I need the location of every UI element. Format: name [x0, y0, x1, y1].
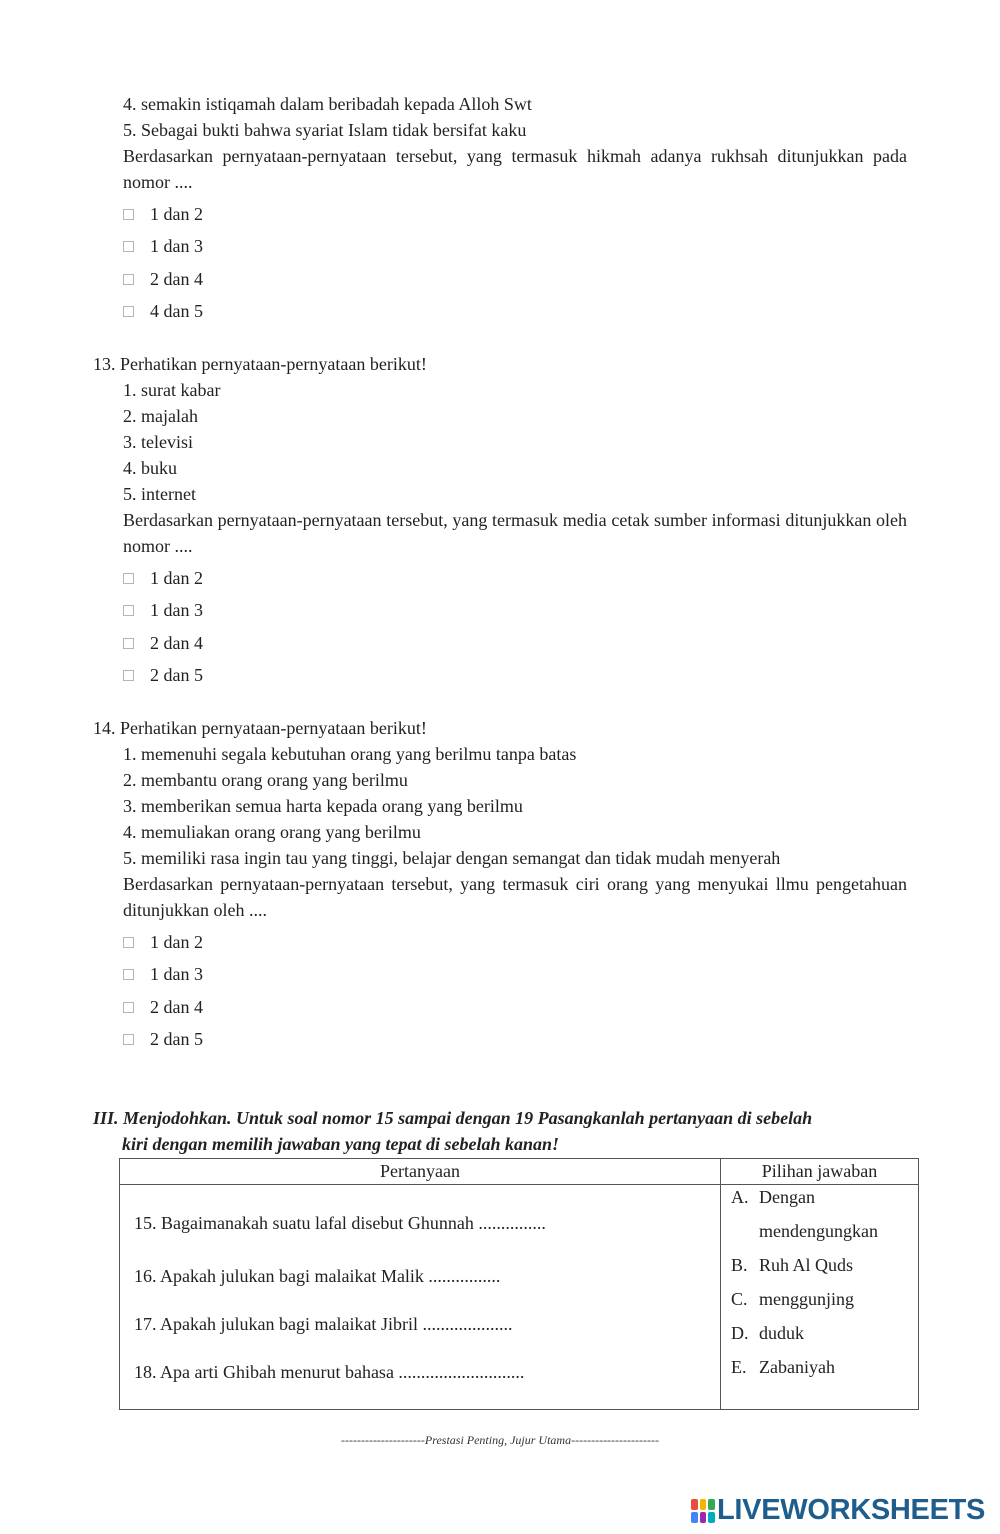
q14-statement-1: 1. memenuhi segala kebutuhan orang yang berilmu tanpa batas [123, 744, 577, 764]
answer-letter: C. [731, 1289, 748, 1309]
option-label: 2 dan 4 [150, 997, 203, 1017]
questions-cell [120, 1185, 721, 1410]
q14-statement-4: 4. memuliakan orang orang yang berilmu [123, 822, 421, 842]
q14-prompt: Berdasarkan pernyataan-pernyataan tersebut, yang termasuk ciri orang yang menyukai llmu pengetahuan ditunjukkan oleh .... [123, 874, 907, 920]
checkbox-icon[interactable] [123, 573, 134, 584]
section-iii-heading [93, 1105, 907, 1157]
section-number: III. [93, 1108, 119, 1128]
checkbox-icon[interactable] [123, 670, 134, 681]
q13-statement-3: 3. televisi [123, 432, 193, 452]
answer-a-continued[interactable] [731, 1219, 878, 1243]
match-question-15: 15. Bagaimanakah suatu lafal disebut Ghunnah ............... [134, 1213, 546, 1233]
answer-text: Dengan [759, 1187, 815, 1207]
checkbox-icon[interactable] [123, 937, 134, 948]
option-label: 1 dan 3 [150, 236, 203, 256]
checkbox-icon[interactable] [123, 274, 134, 285]
q13-option-3[interactable] [123, 631, 203, 655]
answer-e[interactable] [731, 1355, 835, 1379]
section-instruction-line-2: kiri dengan memilih jawaban yang tepat di sebelah kanan! [122, 1134, 560, 1154]
q12-prompt: Berdasarkan pernyataan-pernyataan tersebut, yang termasuk hikmah adanya rukhsah ditunjukkan pada nomor .... [123, 146, 907, 192]
q13-prompt: Berdasarkan pernyataan-pernyataan tersebut, yang termasuk media cetak sumber informasi ditunjukkan oleh nomor .... [123, 510, 907, 556]
section-instruction-line-1: Menjodohkan. Untuk soal nomor 15 sampai dengan 19 Pasangkanlah pertanyaan di sebelah [123, 1108, 813, 1128]
q12-statement-4: 4. semakin istiqamah dalam beribadah kepada Alloh Swt [123, 94, 532, 114]
option-label: 1 dan 3 [150, 600, 203, 620]
answer-letter: E. [731, 1357, 747, 1377]
q14-option-1[interactable] [123, 930, 203, 954]
checkbox-icon[interactable] [123, 209, 134, 220]
footer-motto: ---------------------Prestasi Penting, Jujur Utama---------------------- [340, 1433, 660, 1447]
answer-c[interactable] [731, 1287, 854, 1311]
q13-statement-5: 5. internet [123, 484, 196, 504]
q14-statement-2: 2. membantu orang orang yang berilmu [123, 770, 408, 790]
answer-b[interactable] [731, 1253, 853, 1277]
q14-heading: 14. Perhatikan pernyataan-pernyataan berikut! [93, 718, 427, 738]
answer-letter: B. [731, 1255, 748, 1275]
option-label: 2 dan 4 [150, 633, 203, 653]
q12-option-1[interactable] [123, 202, 203, 226]
answer-text: Ruh Al Quds [759, 1255, 854, 1275]
q14-option-4[interactable] [123, 1027, 203, 1051]
option-label: 1 dan 2 [150, 568, 203, 588]
option-label: 2 dan 5 [150, 665, 203, 685]
q14-option-2[interactable] [123, 962, 203, 986]
answer-text: mendengungkan [759, 1221, 878, 1241]
answer-a[interactable] [731, 1185, 815, 1209]
q14-statement-3: 3. memberikan semua harta kepada orang yang berilmu [123, 796, 523, 816]
checkbox-icon[interactable] [123, 605, 134, 616]
checkbox-icon[interactable] [123, 1034, 134, 1045]
q13-option-1[interactable] [123, 566, 203, 590]
match-question-18: 18. Apa arti Ghibah menurut bahasa ............................ [134, 1362, 525, 1382]
table-header-question: Pertanyaan [120, 1159, 721, 1185]
q13-option-2[interactable] [123, 598, 203, 622]
q13-statement-2: 2. majalah [123, 406, 198, 426]
liveworksheets-brand[interactable] [691, 1494, 985, 1527]
table-header-answer: Pilihan jawaban [721, 1159, 919, 1185]
checkbox-icon[interactable] [123, 638, 134, 649]
checkbox-icon[interactable] [123, 1002, 134, 1013]
answer-text: menggunjing [759, 1289, 854, 1309]
q12-option-3[interactable] [123, 267, 203, 291]
matching-table [119, 1158, 919, 1410]
q14-statement-5: 5. memiliki rasa ingin tau yang tinggi, belajar dengan semangat dan tidak mudah menyerah [123, 848, 781, 868]
answer-d[interactable] [731, 1321, 804, 1345]
checkbox-icon[interactable] [123, 969, 134, 980]
liveworksheets-logo-icon [691, 1499, 715, 1523]
q12-option-4[interactable] [123, 299, 203, 323]
option-label: 1 dan 3 [150, 964, 203, 984]
option-label: 2 dan 4 [150, 269, 203, 289]
option-label: 4 dan 5 [150, 301, 203, 321]
answer-text: Zabaniyah [759, 1357, 835, 1377]
option-label: 2 dan 5 [150, 1029, 203, 1049]
q13-statement-1: 1. surat kabar [123, 380, 221, 400]
option-label: 1 dan 2 [150, 204, 203, 224]
q12-option-2[interactable] [123, 234, 203, 258]
match-question-16: 16. Apakah julukan bagi malaikat Malik ................ [134, 1266, 501, 1286]
match-question-17: 17. Apakah julukan bagi malaikat Jibril .................... [134, 1314, 513, 1334]
answer-letter: D. [731, 1323, 749, 1343]
q14-option-3[interactable] [123, 995, 203, 1019]
answers-cell [721, 1185, 919, 1410]
answer-text: duduk [759, 1323, 804, 1343]
q13-option-4[interactable] [123, 663, 203, 687]
checkbox-icon[interactable] [123, 306, 134, 317]
answer-letter: A. [731, 1187, 749, 1207]
option-label: 1 dan 2 [150, 932, 203, 952]
q13-heading: 13. Perhatikan pernyataan-pernyataan berikut! [93, 354, 427, 374]
brand-name: LIVEWORKSHEETS [717, 1494, 986, 1526]
checkbox-icon[interactable] [123, 241, 134, 252]
q13-statement-4: 4. buku [123, 458, 177, 478]
q12-statement-5: 5. Sebagai bukti bahwa syariat Islam tidak bersifat kaku [123, 120, 527, 140]
